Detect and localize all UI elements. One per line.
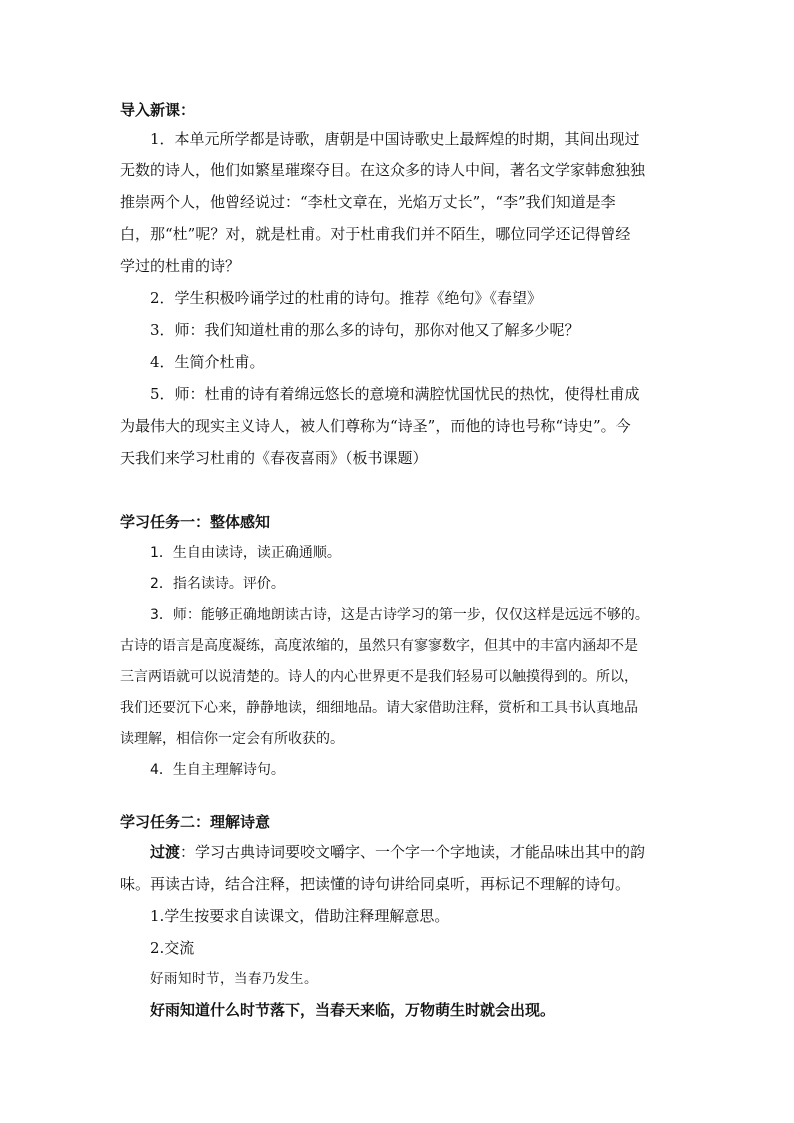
intro-p1-line3: 推崇两个人，他曾经说过：“李杜文章在，光焰万丈长”，“李”我们知道是李 <box>120 193 616 211</box>
intro-p5-line1: 5．师：杜甫的诗有着绵远悠长的意境和满腔忧国忧民的热忱，使得杜甫成 <box>150 385 640 403</box>
intro-p4: 4．生简介杜甫。 <box>150 353 265 371</box>
intro-p1-line1: 1．本单元所学都是诗歌，唐朝是中国诗歌史上最辉煌的时期，其间出现过 <box>150 130 640 148</box>
task1-item2: 2．指名读诗。评价。 <box>150 576 285 592</box>
intro-p5-line2: 为最伟大的现实主义诗人，被人们尊称为“诗圣”，而他的诗也号称“诗史”。今 <box>120 417 631 435</box>
task1-heading: 学习任务一：整体感知 <box>120 513 271 531</box>
task2-item1: 1.学生按要求自读课文，借助注释理解意思。 <box>150 907 450 925</box>
task1-item4: 4．生自主理解诗句。 <box>150 762 285 778</box>
transition-text: ：学习古典诗词要咬文嚼字、一个字一个字地读，才能品味出其中的韵 <box>180 843 646 861</box>
intro-p1-line5: 学过的杜甫的诗？ <box>120 257 241 275</box>
task1-item3-line3: 三言两语就可以说清楚的。诗人的内心世界更不是我们轻易可以触摸得到的。所以， <box>120 669 638 685</box>
task1-item3-line2: 古诗的语言是高度凝练，高度浓缩的，虽然只有寥寥数字，但其中的丰富内涵却不是 <box>120 638 638 654</box>
intro-p1-line2: 无数的诗人，他们如繁星璀璨夺目。在这众多的诗人中间，著名文学家韩愈独独 <box>120 161 646 179</box>
task1-item3-line1: 3．师：能够正确地朗读古诗，这是古诗学习的第一步，仅仅这样是远远不够的。 <box>150 607 649 623</box>
intro-p1-line4: 白，那“杜”呢？对，就是杜甫。对于杜甫我们并不陌生，哪位同学还记得曾经 <box>120 225 631 243</box>
task1-item3-line5: 读理解，相信你一定会有所收获的。 <box>120 731 344 747</box>
task2-heading: 学习任务二：理解诗意 <box>120 813 271 831</box>
intro-p2: 2．学生积极吟诵学过的杜甫的诗句。推荐《绝句》《春望》 <box>150 289 543 307</box>
task2-transition-line1 <box>150 842 645 862</box>
task2-item2: 2.交流 <box>150 939 195 957</box>
intro-heading: 导入新课： <box>120 101 196 119</box>
task2-transition-line2: 味。再读古诗，结合注释，把读懂的诗句讲给同桌听，再标记不理解的诗句。 <box>120 875 631 893</box>
intro-p5-line3: 天我们来学习杜甫的《春夜喜雨》（板书课题） <box>120 449 428 467</box>
poem-line: 好雨知时节，当春乃发生。 <box>150 971 318 987</box>
task1-item1: 1．生自由读诗，读正确通顺。 <box>150 545 341 561</box>
transition-label: 过渡 <box>150 843 181 861</box>
intro-p3: 3．师：我们知道杜甫的那么多的诗句，那你对他又了解多少呢？ <box>150 321 580 339</box>
task1-item3-line4: 我们还要沉下心来，静静地读，细细地品。请大家借助注释，赏析和工具书认真地品 <box>120 700 638 716</box>
poem-explanation: 好雨知道什么时节落下，当春天来临，万物萌生时就会出现。 <box>150 1001 556 1019</box>
